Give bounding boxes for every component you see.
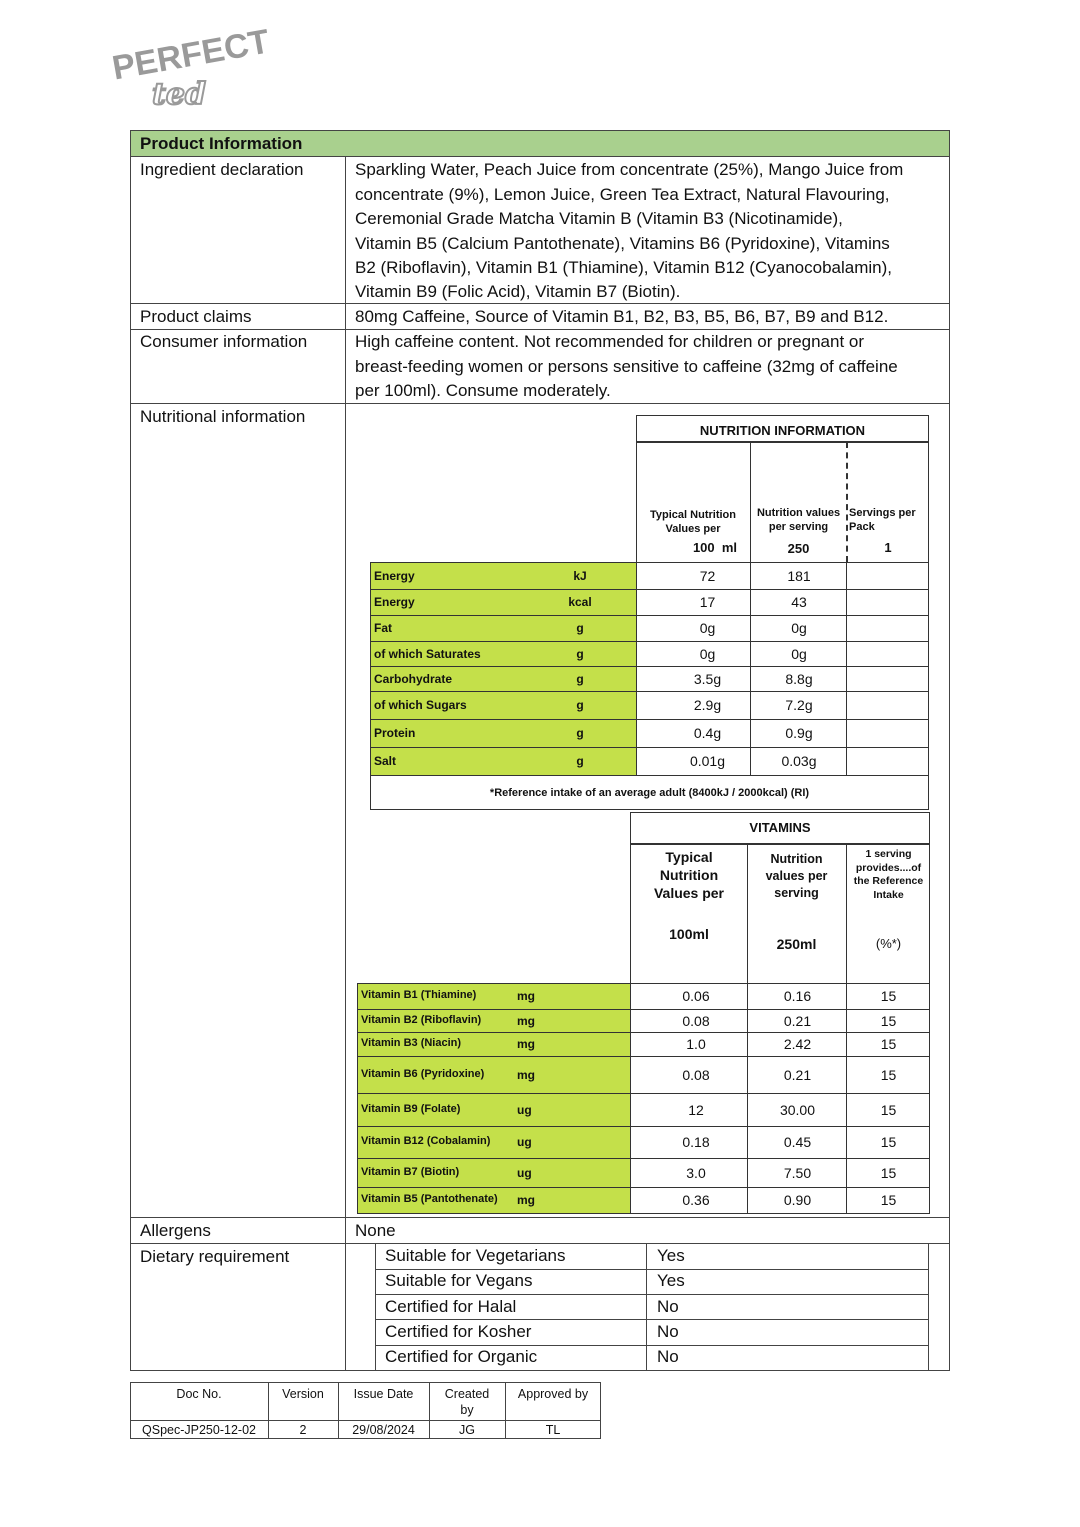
nutrient-per-serving: 0.9g [785, 725, 813, 741]
nutrition-title: NUTRITION INFORMATION [699, 423, 866, 438]
vitamin-per-100ml: 12 [688, 1101, 704, 1118]
dietary-row-line [375, 1294, 929, 1295]
vitamin-reference-intake: 15 [880, 1164, 897, 1181]
nutrient-value-cell [846, 589, 929, 616]
col-header-line: Values per [665, 523, 721, 535]
vitamins-title: VITAMINS [749, 820, 811, 835]
vitamin-reference-intake: 15 [880, 1012, 897, 1029]
doc-value-docno: QSpec-JP250-12-02 [142, 1423, 256, 1437]
logo-line2: ted [152, 77, 206, 112]
nutrient-name: Protein [374, 726, 416, 740]
nutrient-value-cell [846, 747, 929, 776]
vitamin-unit: mg [517, 1067, 535, 1082]
col-header-line: Nutrition values [756, 507, 841, 519]
col-header-line: Pack [849, 521, 875, 533]
row-label-dietary: Dietary requirement [140, 1247, 290, 1266]
nutrient-value-cell [846, 615, 929, 642]
col-header-line: Typical [665, 849, 713, 865]
nutrient-per-100ml: 2.9g [693, 697, 722, 713]
vitamin-name: Vitamin B2 (Riboflavin) [361, 1013, 482, 1026]
col-header-line: Values per [653, 885, 725, 901]
nutrition-col-header [751, 506, 846, 534]
vitamin-per-serving: 7.50 [783, 1164, 812, 1181]
nutrient-per-100ml: 17 [699, 594, 716, 610]
nutrient-value-cell [846, 562, 929, 590]
nutrient-unit: g [576, 698, 584, 712]
consumer-line: High caffeine content. Not recommended for children or pregnant or [355, 332, 865, 351]
doc-header-issue-date: Issue Date [353, 1387, 414, 1401]
nutrient-value-cell [846, 691, 929, 720]
nutrient-per-100ml: 0.01g [689, 753, 726, 769]
nutrient-unit: g [576, 646, 584, 661]
vitamin-per-100ml: 0.08 [682, 1066, 710, 1083]
nutrient-per-serving: 8.8g [785, 670, 813, 687]
vitamin-col-sub: (%*) [875, 936, 902, 951]
dietary-value: No [657, 1296, 679, 1316]
vitamin-per-serving: 0.90 [783, 1192, 812, 1208]
vitamin-unit: mg [517, 989, 535, 1003]
product-info-title: Product Information [140, 134, 303, 153]
vitamin-reference-intake: 15 [880, 1066, 897, 1083]
vitamin-per-100ml: 1.0 [686, 1036, 706, 1052]
col-header-line: Nutrition [770, 852, 823, 866]
row-label-nutritional: Nutritional information [140, 407, 306, 426]
vitamin-per-serving: 2.42 [783, 1036, 812, 1052]
nutrient-name: Energy [374, 568, 415, 583]
vitamin-col-header [748, 851, 845, 902]
vitamin-unit: mg [517, 1193, 535, 1207]
nutrition-footnote: *Reference intake of an average adult (8400kJ / 2000kcal) (RI) [489, 787, 810, 799]
dietary-row-line [375, 1345, 929, 1346]
vitamin-unit: mg [517, 1037, 535, 1051]
vitamin-reference-intake: 15 [880, 1192, 897, 1208]
nutrient-unit: kJ [573, 568, 587, 583]
consumer-line: breast-feeding women or persons sensitive to caffeine (32mg of caffeine [355, 357, 898, 376]
dietary-row-line [375, 1319, 929, 1320]
nutrition-col-header [638, 508, 748, 536]
nutrient-name: of which Saturates [374, 646, 481, 661]
nutrient-per-serving: 43 [791, 594, 807, 610]
vitamin-name: Vitamin B7 (Biotin) [361, 1165, 460, 1178]
nutrient-per-serving: 0.03g [781, 753, 817, 769]
dietary-value: Yes [657, 1271, 685, 1291]
col-header-line: 1 serving [865, 848, 912, 860]
vitamin-per-serving: 30.00 [779, 1101, 816, 1118]
col-header-line: Intake [873, 888, 904, 901]
vitamin-reference-intake: 15 [880, 1101, 897, 1118]
nutrient-name: Carbohydrate [374, 671, 453, 686]
logo-line1: PERFECT [109, 22, 273, 88]
nutrient-name: of which Sugars [374, 698, 467, 712]
nutrient-unit: g [576, 726, 584, 740]
nutrient-value-cell [846, 719, 929, 748]
nutrient-unit: kcal [568, 595, 592, 609]
nutrient-name: Fat [374, 621, 392, 635]
ingredients-line: Vitamin B9 (Folic Acid), Vitamin B7 (Biotin). [355, 282, 681, 301]
dietary-row-line [375, 1269, 929, 1270]
row-label-ingredients: Ingredient declaration [140, 160, 304, 179]
vitamin-col-header [847, 848, 930, 902]
doc-header-approved-by: Approved by [517, 1387, 589, 1401]
nutrient-unit: g [576, 621, 584, 635]
ingredients-line: B2 (Riboflavin), Vitamin B1 (Thiamine), Vitamin B12 (Cyanocobalamin), [355, 258, 892, 277]
vitamin-col-sub: 250ml [776, 936, 817, 952]
nutrition-col-sub: 100 ml [692, 540, 738, 555]
vitamin-name: Vitamin B3 (Niacin) [361, 1037, 462, 1049]
dietary-label: Certified for Organic [385, 1347, 538, 1367]
doc-header-docno: Doc No. [176, 1387, 222, 1401]
vitamin-per-100ml: 3.0 [686, 1164, 706, 1181]
ingredients-line: Vitamin B5 (Calcium Pantothenate), Vitamins B6 (Pyridoxine), Vitamins [355, 233, 890, 253]
vitamin-reference-intake: 15 [880, 988, 897, 1004]
vitamin-name: Vitamin B6 (Pyridoxine) [361, 1067, 485, 1080]
dietary-label: Certified for Kosher [385, 1321, 532, 1341]
doc-value-created-by: JG [459, 1423, 475, 1437]
dietary-value: No [657, 1347, 679, 1367]
col-header-line: Nutrition [659, 867, 719, 883]
vitamin-per-100ml: 0.08 [682, 1012, 710, 1029]
vitamin-name: Vitamin B12 (Cobalamin) [361, 1135, 491, 1147]
dietary-value: Yes [657, 1246, 685, 1265]
consumer-line: per 100ml). Consume moderately. [355, 381, 611, 400]
nutrient-per-100ml: 3.5g [693, 670, 722, 687]
vitamin-unit: ug [517, 1165, 532, 1180]
doc-value-version: 2 [299, 1423, 307, 1437]
row-label-consumer: Consumer information [140, 332, 308, 351]
doc-header-version: Version [282, 1387, 324, 1401]
vitamin-col-header [632, 848, 746, 902]
vitamin-per-100ml: 0.18 [682, 1134, 710, 1150]
nutrient-per-100ml: 0g [699, 620, 716, 636]
perfect-ted-logo [108, 22, 273, 112]
row-label-allergens: Allergens [140, 1221, 211, 1240]
nutrition-col-sub: 1 [884, 540, 892, 555]
ingredients-line: Sparkling Water, Peach Juice from concentrate (25%), Mango Juice from [355, 160, 904, 179]
nutrient-name: Salt [374, 754, 397, 768]
nutrient-unit: g [576, 754, 584, 768]
col-header-line: provides....of [855, 861, 922, 874]
vitamin-name: Vitamin B1 (Thiamine) [361, 989, 477, 1001]
vitamin-per-100ml: 0.36 [682, 1192, 710, 1208]
vitamin-unit: ug [517, 1102, 532, 1117]
col-header-line: Typical Nutrition [650, 509, 736, 521]
vitamin-per-serving: 0.21 [783, 1012, 812, 1029]
allergens-value: None [355, 1221, 396, 1240]
ingredients-line: Ceremonial Grade Matcha Vitamin B (Vitamin B3 (Nicotinamide), [355, 209, 843, 228]
col-header-line: values per [765, 869, 828, 883]
nutrition-col-header [849, 506, 929, 534]
nutrition-col-sub: 250 [787, 541, 810, 556]
ingredients-line: concentrate (9%), Lemon Juice, Green Tea Extract, Natural Flavouring, [355, 184, 890, 204]
doc-header-created-by: Created by [444, 1387, 490, 1417]
col-header-line: the Reference [853, 875, 924, 887]
nutrient-unit: g [576, 671, 584, 686]
vitamin-col-sub: 100ml [669, 926, 709, 942]
nutrient-per-serving: 0g [791, 645, 807, 662]
vitamin-per-serving: 0.16 [783, 988, 812, 1004]
col-header-line: Servings per [849, 507, 916, 519]
nutrient-per-serving: 7.2g [785, 697, 813, 713]
vitamin-unit: mg [517, 1013, 535, 1028]
vitamin-reference-intake: 15 [880, 1134, 897, 1150]
col-header-line: per serving [768, 521, 829, 533]
row-label-claims: Product claims [140, 307, 252, 326]
nutrient-per-serving: 0g [791, 620, 807, 636]
vitamin-unit: ug [517, 1135, 532, 1149]
vitamin-per-100ml: 0.06 [682, 988, 710, 1004]
nutrient-per-100ml: 72 [699, 567, 716, 584]
vitamin-name: Vitamin B5 (Pantothenate) [361, 1193, 498, 1205]
col-header-line: serving [774, 886, 819, 900]
nutrient-per-100ml: 0g [699, 645, 716, 662]
doc-value-approved-by: TL [545, 1423, 561, 1437]
vitamin-reference-intake: 15 [880, 1036, 897, 1052]
doc-value-issue-date: 29/08/2024 [352, 1423, 415, 1437]
dietary-label: Suitable for Vegetarians [385, 1246, 566, 1265]
nutrient-value-cell [846, 641, 929, 667]
vitamin-per-serving: 0.45 [783, 1134, 812, 1150]
nutrient-per-100ml: 0.4g [693, 725, 722, 741]
claims-value: 80mg Caffeine, Source of Vitamin B1, B2, B3, B5, B6, B7, B9 and B12. [355, 307, 889, 326]
vitamin-name: Vitamin B9 (Folate) [361, 1102, 461, 1115]
dietary-value: No [657, 1321, 679, 1341]
nutrient-name: Energy [374, 595, 415, 609]
dietary-label: Suitable for Vegans [385, 1271, 533, 1291]
vitamin-per-serving: 0.21 [783, 1066, 812, 1083]
nutrient-per-serving: 181 [787, 567, 811, 584]
dietary-label: Certified for Halal [385, 1296, 517, 1316]
nutrient-value-cell [846, 666, 929, 692]
